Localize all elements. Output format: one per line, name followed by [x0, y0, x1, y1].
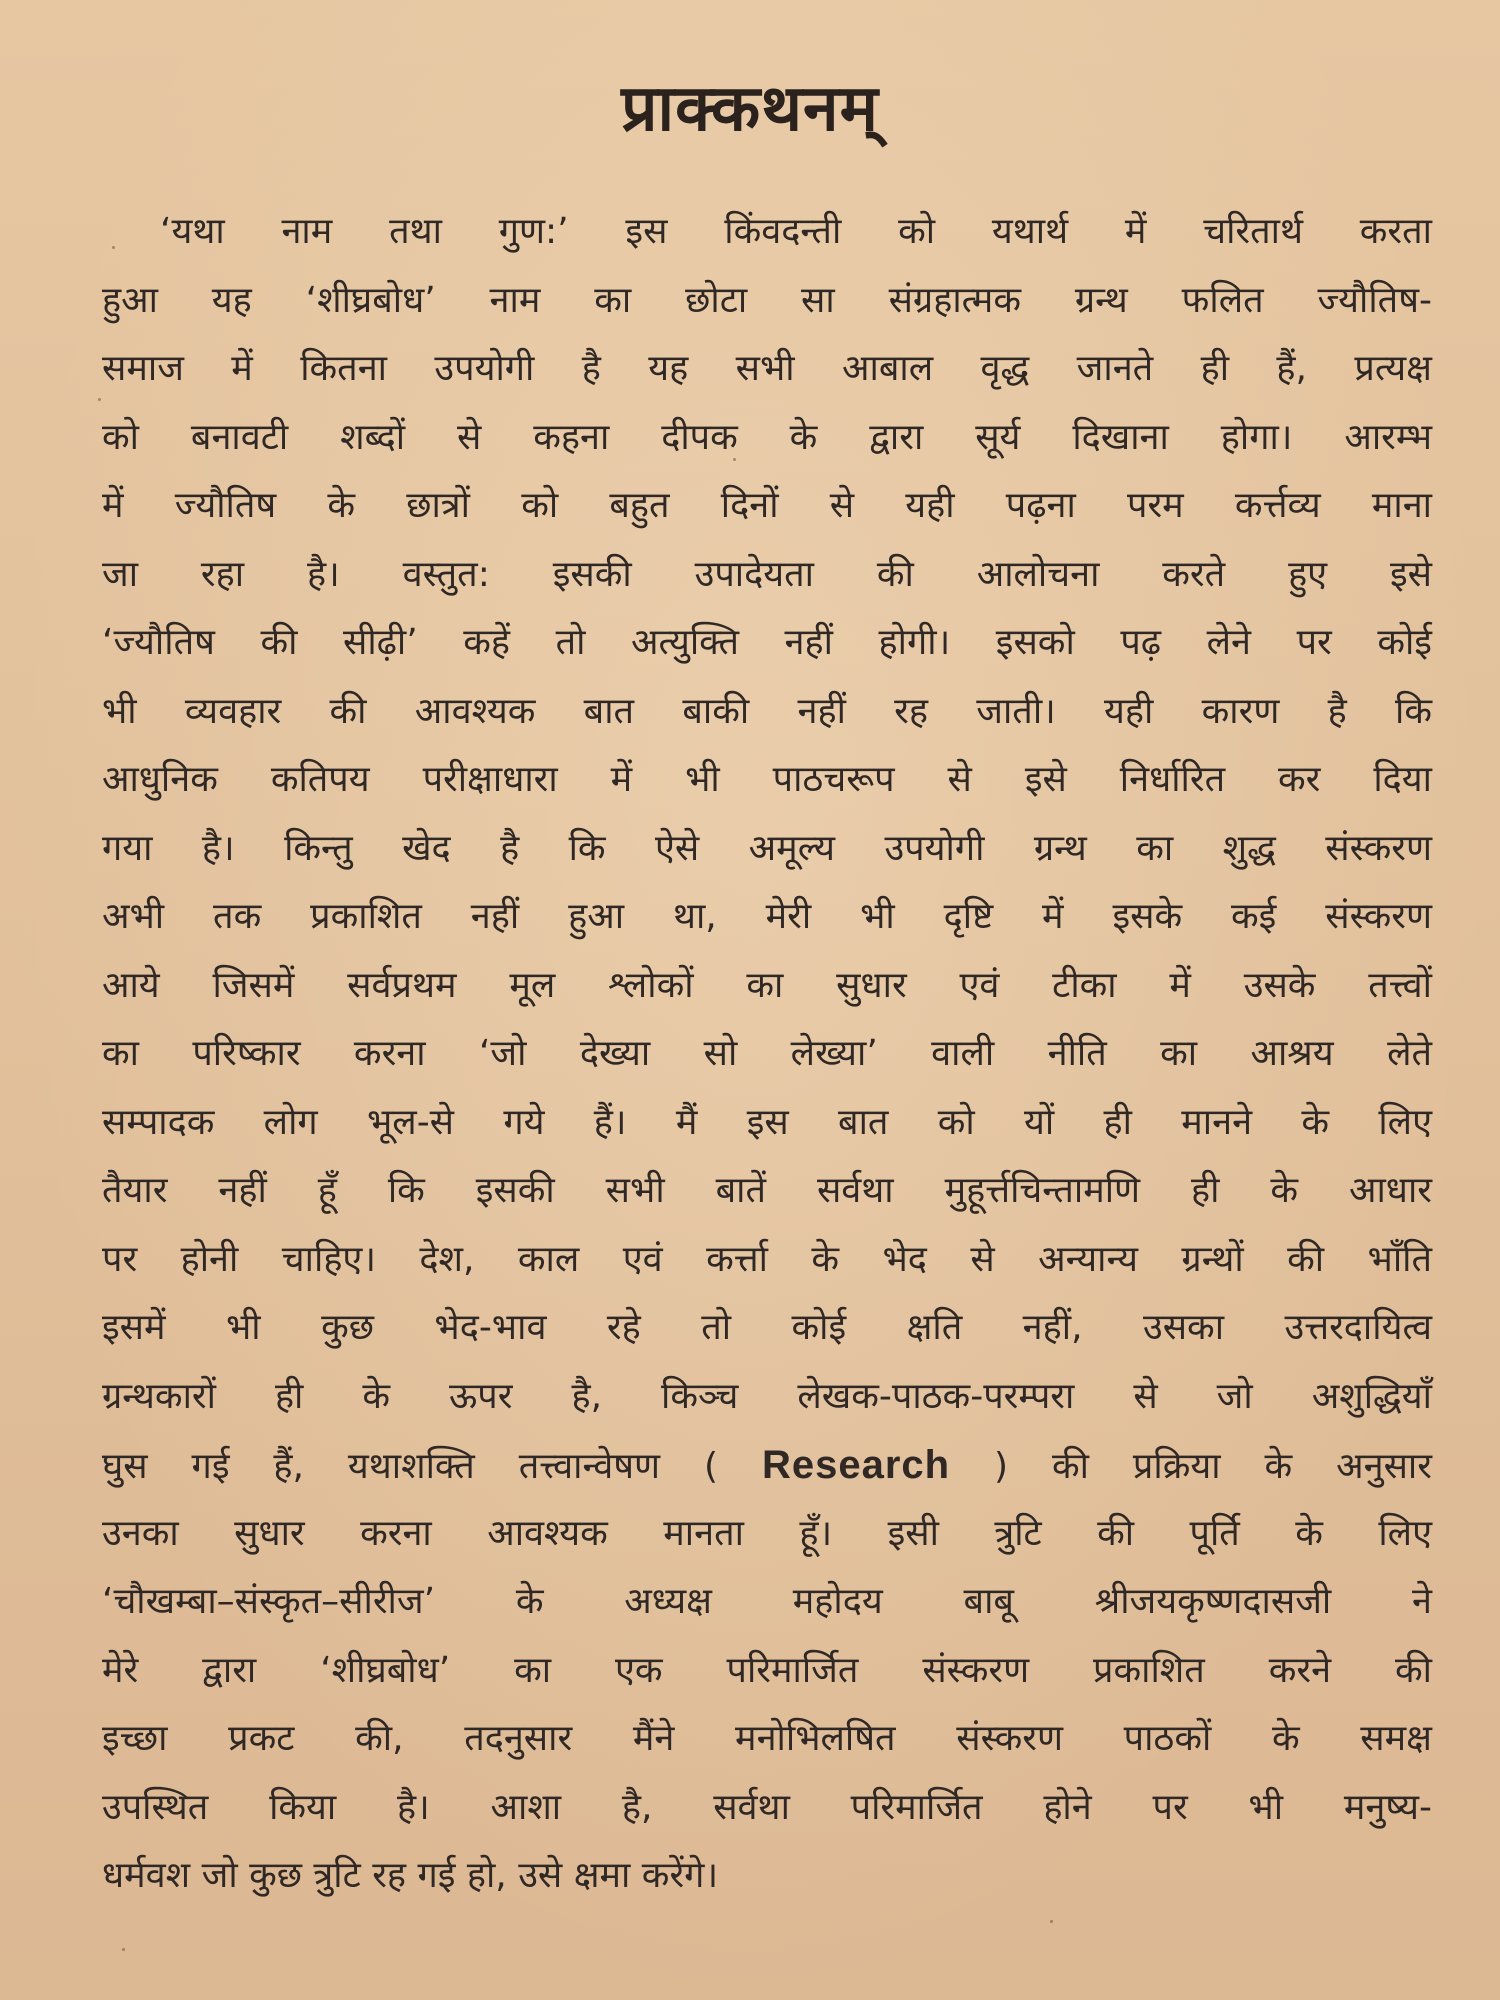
text-line: सम्पादक लोग भूल-से गये हैं। मैं इस बात को यों ही मानने के लिए — [102, 1101, 1432, 1143]
text-line: पर होनी चाहिए। देश, काल एवं कर्त्ता के भेद से अन्यान्य ग्रन्थों की भाँति — [102, 1238, 1432, 1280]
text-line: इसमें भी कुछ भेद-भाव रहे तो कोई क्षति नहीं, उसका उत्तरदायित्व — [102, 1307, 1432, 1348]
text-line: आधुनिक कतिपय परीक्षाधारा में भी पाठचरूप से इसे निर्धारित कर दिया — [102, 759, 1432, 800]
paper-speck — [720, 442, 723, 445]
preface-paragraph — [102, 198, 1432, 1911]
text-line: ‘चौखम्बा–संस्कृत–सीरीज’ के अध्यक्ष महोदय बाबू श्रीजयकृष्णदासजी ने — [102, 1581, 1432, 1622]
text-line: समाज में कितना उपयोगी है यह सभी आबाल वृद्ध जानते ही हैं, प्रत्यक्ष — [102, 348, 1432, 389]
paper-speck — [122, 1948, 125, 1951]
text-line: इच्छा प्रकट की, तदनुसार मैंने मनोभिलषित संस्करण पाठकों के समक्ष — [102, 1718, 1432, 1759]
text-line: आये जिसमें सर्वप्रथम मूल श्लोकों का सुधार एवं टीका में उसके तत्त्वों — [102, 964, 1432, 1006]
text-line: में ज्यौतिष के छात्रों को बहुत दिनों से यही पढ़ना परम कर्त्तव्य माना — [102, 485, 1432, 526]
text-line: उपस्थित किया है। आशा है, सर्वथा परिमार्जित होने पर भी मनुष्य- — [102, 1786, 1432, 1828]
text-line: जा रहा है। वस्तुत: इसकी उपादेयता की आलोचना करते हुए इसे — [102, 553, 1432, 595]
text-line: ग्रन्थकारों ही के ऊपर है, किञ्च लेखक-पाठक-परम्परा से जो अशुद्धियाँ — [102, 1375, 1432, 1417]
text-line: ‘ज्यौतिष की सीढ़ी’ कहें तो अत्युक्ति नहीं होगी। इसको पढ़ लेने पर कोई — [102, 622, 1432, 663]
text-line: गया है। किन्तु खेद है कि ऐसे अमूल्य उपयोगी ग्रन्थ का शुद्ध संस्करण — [102, 827, 1432, 869]
page-title: प्राक्कथनम् — [621, 72, 879, 146]
text-line: मेरे द्वारा ‘शीघ्रबोध’ का एक परिमार्जित संस्करण प्रकाशित करने की — [102, 1649, 1432, 1691]
text-line: ‘यथा नाम तथा गुण:’ इस किंवदन्ती को यथार्थ में चरितार्थ करता — [160, 211, 1432, 252]
text-line: उनका सुधार करना आवश्यक मानता हूँ। इसी त्रुटि की पूर्ति के लिए — [102, 1512, 1432, 1554]
text-segment: ) की प्रक्रिया के अनुसार — [994, 1446, 1432, 1487]
paper-speck — [1050, 1920, 1053, 1923]
paper-speck — [733, 458, 736, 461]
text-line: हुआ यह ‘शीघ्रबोध’ नाम का छोटा सा संग्रहात्मक ग्रन्थ फलित ज्यौतिष- — [102, 279, 1432, 321]
paper-speck — [112, 246, 115, 249]
text-line: का परिष्कार करना ‘जो देख्या सो लेख्या’ वाली नीति का आश्रय लेते — [102, 1033, 1432, 1074]
text-line: तैयार नहीं हूँ कि इसकी सभी बातें सर्वथा मुहूर्त्तचिन्तामणि ही के आधार — [102, 1170, 1432, 1211]
text-segment: घुस गई हैं, यथाशक्ति तत्त्वान्वेषण ( — [102, 1446, 719, 1487]
text-line: को बनावटी शब्दों से कहना दीपक के द्वारा सूर्य दिखाना होगा। आरम्भ — [102, 416, 1432, 458]
text-line: भी व्यवहार की आवश्यक बात बाकी नहीं रह जाती। यही कारण है कि — [102, 690, 1432, 732]
paper-speck — [98, 398, 101, 401]
english-term: Research — [761, 1443, 951, 1487]
text-line-research — [102, 1431, 1432, 1500]
text-line: धर्मवश जो कुछ त्रुटि रह गई हो, उसे क्षमा करेंगे। — [102, 1855, 719, 1896]
text-line: अभी तक प्रकाशित नहीं हुआ था, मेरी भी दृष्टि में इसके कई संस्करण — [102, 896, 1432, 937]
